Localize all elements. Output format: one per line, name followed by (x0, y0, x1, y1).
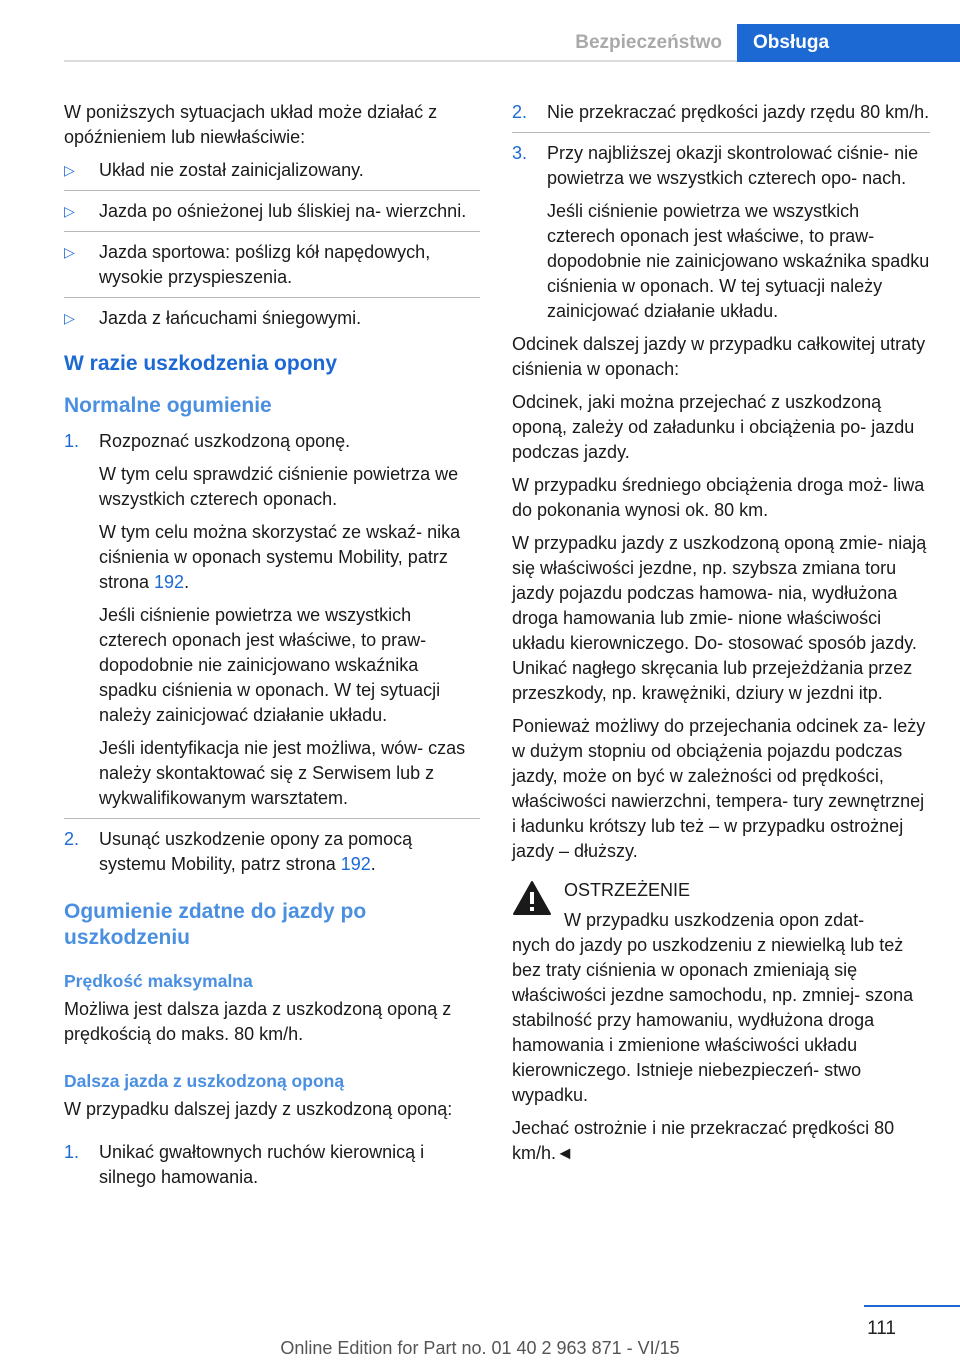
list-item: 1. Unikać gwałtownych ruchów kierownicą i silnego hamowania. (64, 1142, 425, 1187)
max-speed-text: Możliwa jest dalsza jazda z uszkodzoną oponą z prędkością do maks. 80 km/h. (64, 999, 452, 1044)
warning-box (512, 878, 930, 1108)
heading-normal-tires: Normalne ogumienie (64, 394, 272, 417)
triangle-right-outline-icon: ▷ (64, 203, 75, 219)
warning-lead: W przypadku uszkodzenia opon zdat‐ (564, 910, 865, 930)
normal-steps-list (64, 429, 480, 877)
list-item: ▷ Jazda po ośnieżonej lub śliskiej na‐ wierzchni. (64, 190, 480, 224)
page-link-192[interactable]: 192 (340, 854, 371, 874)
paragraph: Odcinek, jaki można przejechać z uszkodzoną oponą, zależy od załadunku i obciążenia po‐ jazdu podczas jazdy. (512, 392, 915, 462)
tab-bezpieczenstwo[interactable]: Bezpieczeństwo (575, 32, 722, 53)
heading-runflat-tires: Ogumienie zdatne do jazdy po uszkodzeniu (64, 900, 367, 949)
heading-max-speed: Prędkość maksymalna (64, 971, 253, 991)
list-item: 2. Nie przekraczać prędkości jazdy rzędu 80 km/h. (512, 100, 930, 125)
triangle-right-outline-icon: ▷ (64, 310, 75, 326)
list-item: 2. Usunąć uszkodzenie opony za pomocą systemu Mobility, patrz strona 192. (64, 818, 480, 877)
page-link-192[interactable]: 192 (154, 572, 185, 592)
list-item: ▷ Układ nie został zainicjalizowany. (64, 158, 480, 183)
paragraph: Jechać ostrożnie i nie przekraczać prędkości 80 km/h.◄ (512, 1118, 895, 1163)
heading-continue-driving: Dalsza jazda z uszkodzoną oponą (64, 1071, 345, 1091)
edition-footer: Online Edition for Part no. 01 40 2 963 871 - VI/15 (280, 1338, 680, 1358)
warning-title: OSTRZEŻENIE (564, 880, 691, 900)
paragraph: W przypadku średniego obciążenia droga moż‐ liwa do pokonania wynosi ok. 80 km. (512, 475, 925, 520)
warning-triangle-icon (512, 880, 552, 916)
list-item: ▷ Jazda sportowa: poślizg kół napędowych, wysokie przyspieszenia. (64, 231, 480, 290)
footer-rule (864, 1305, 960, 1307)
warning-text: nych do jazdy po uszkodzeniu z niewielką lub też bez traty ciśnienia w oponach zmieniają się właściwości jezdne samochodu, np. zmniej‐ szona stabilność przy hamowaniu, wydłużona droga hamowania i zmienione właściwości układu kierowniczego. Istnieje niebezpieczeń‐ stwo wypadku. (512, 935, 914, 1105)
triangle-right-outline-icon: ▷ (64, 162, 75, 178)
tab-obsluga[interactable]: Obsługa (737, 24, 960, 62)
continue-steps-list-cont (512, 100, 930, 324)
triangle-right-outline-icon: ▷ (64, 244, 75, 260)
situation-list (64, 158, 480, 331)
list-item: 1. Rozpoznać uszkodzoną oponę. W tym celu sprawdzić ciśnienie powietrza we wszystkich czterech oponach. W tym celu można skorzystać ze wskaź‐ nika ciśnienia w oponach systemu Mobility, patrz strona 192. Jeśli ciśnienie powietrza we wszystkich czterech oponach jest właściwe, to praw‐ dopodobnie nie zainicjowano wskaźnika spadku ciśnienia w oponach. W tej sytuacji należy zainicjować działanie układu. Jeśli identyfikacja nie jest możliwa, wów‐ czas należy skontaktować się z Serwisem lub z wykwalifikowanym warsztatem. (64, 431, 466, 808)
list-item: ▷ Jazda z łańcuchami śniegowymi. (64, 297, 480, 331)
step-number: 2. (512, 102, 528, 122)
paragraph: W przypadku jazdy z uszkodzoną oponą zmie‐ niają się właściwości jezdne, np. szybsza zmiana toru jazdy pojazdu podczas hamowa‐ nia, wydłużona droga hamowania lub zmie‐ nione właściwości układu kierowniczego. Do‐ stosować sposób jazdy. Unikać nagłego skręcania lub przejeżdżania przez przeszkody, np. krawężniki, dziury w jezdni itp. (512, 533, 927, 703)
paragraph: Ponieważ możliwy do przejechania odcinek za‐ leży w dużym stopniu od obciążenia pojazdu podczas jazdy, może on być w zależności od prędkości, właściwości nawierzchni, tempera‐ tury zewnętrznej i ładunku krótszy lub też – w przypadku ostrożnej jazdy – dłuższy. (512, 716, 926, 861)
intro-paragraph: W poniższych sytuacjach układ może działać z opóźnieniem lub niewłaściwie: (64, 102, 438, 147)
left-column (64, 100, 480, 1198)
step-number: 3. (512, 143, 528, 163)
page-number: 111 (867, 1318, 896, 1339)
step-number: 1. (64, 431, 80, 451)
right-column (512, 100, 930, 1174)
continue-text: W przypadku dalszej jazdy z uszkodzoną oponą: (64, 1099, 453, 1119)
step-number: 2. (64, 829, 80, 849)
list-item: 3. Przy najbliższej okazji skontrolować ciśnie‐ nie powietrza we wszystkich czterech opo‐ nach. Jeśli ciśnienie powietrza we wszystkich czterech oponach jest właściwe, to praw‐ dopodobnie nie zainicjowano wskaźnika spadku ciśnienia w oponach. W tej sytuacji należy zainicjować działanie układu. (512, 132, 930, 324)
paragraph: Odcinek dalszej jazdy w przypadku całkowitej utraty ciśnienia w oponach: (512, 334, 926, 379)
continue-steps-list (64, 1140, 480, 1190)
step-number: 1. (64, 1142, 80, 1162)
heading-tire-damage: W razie uszkodzenia opony (64, 352, 338, 375)
